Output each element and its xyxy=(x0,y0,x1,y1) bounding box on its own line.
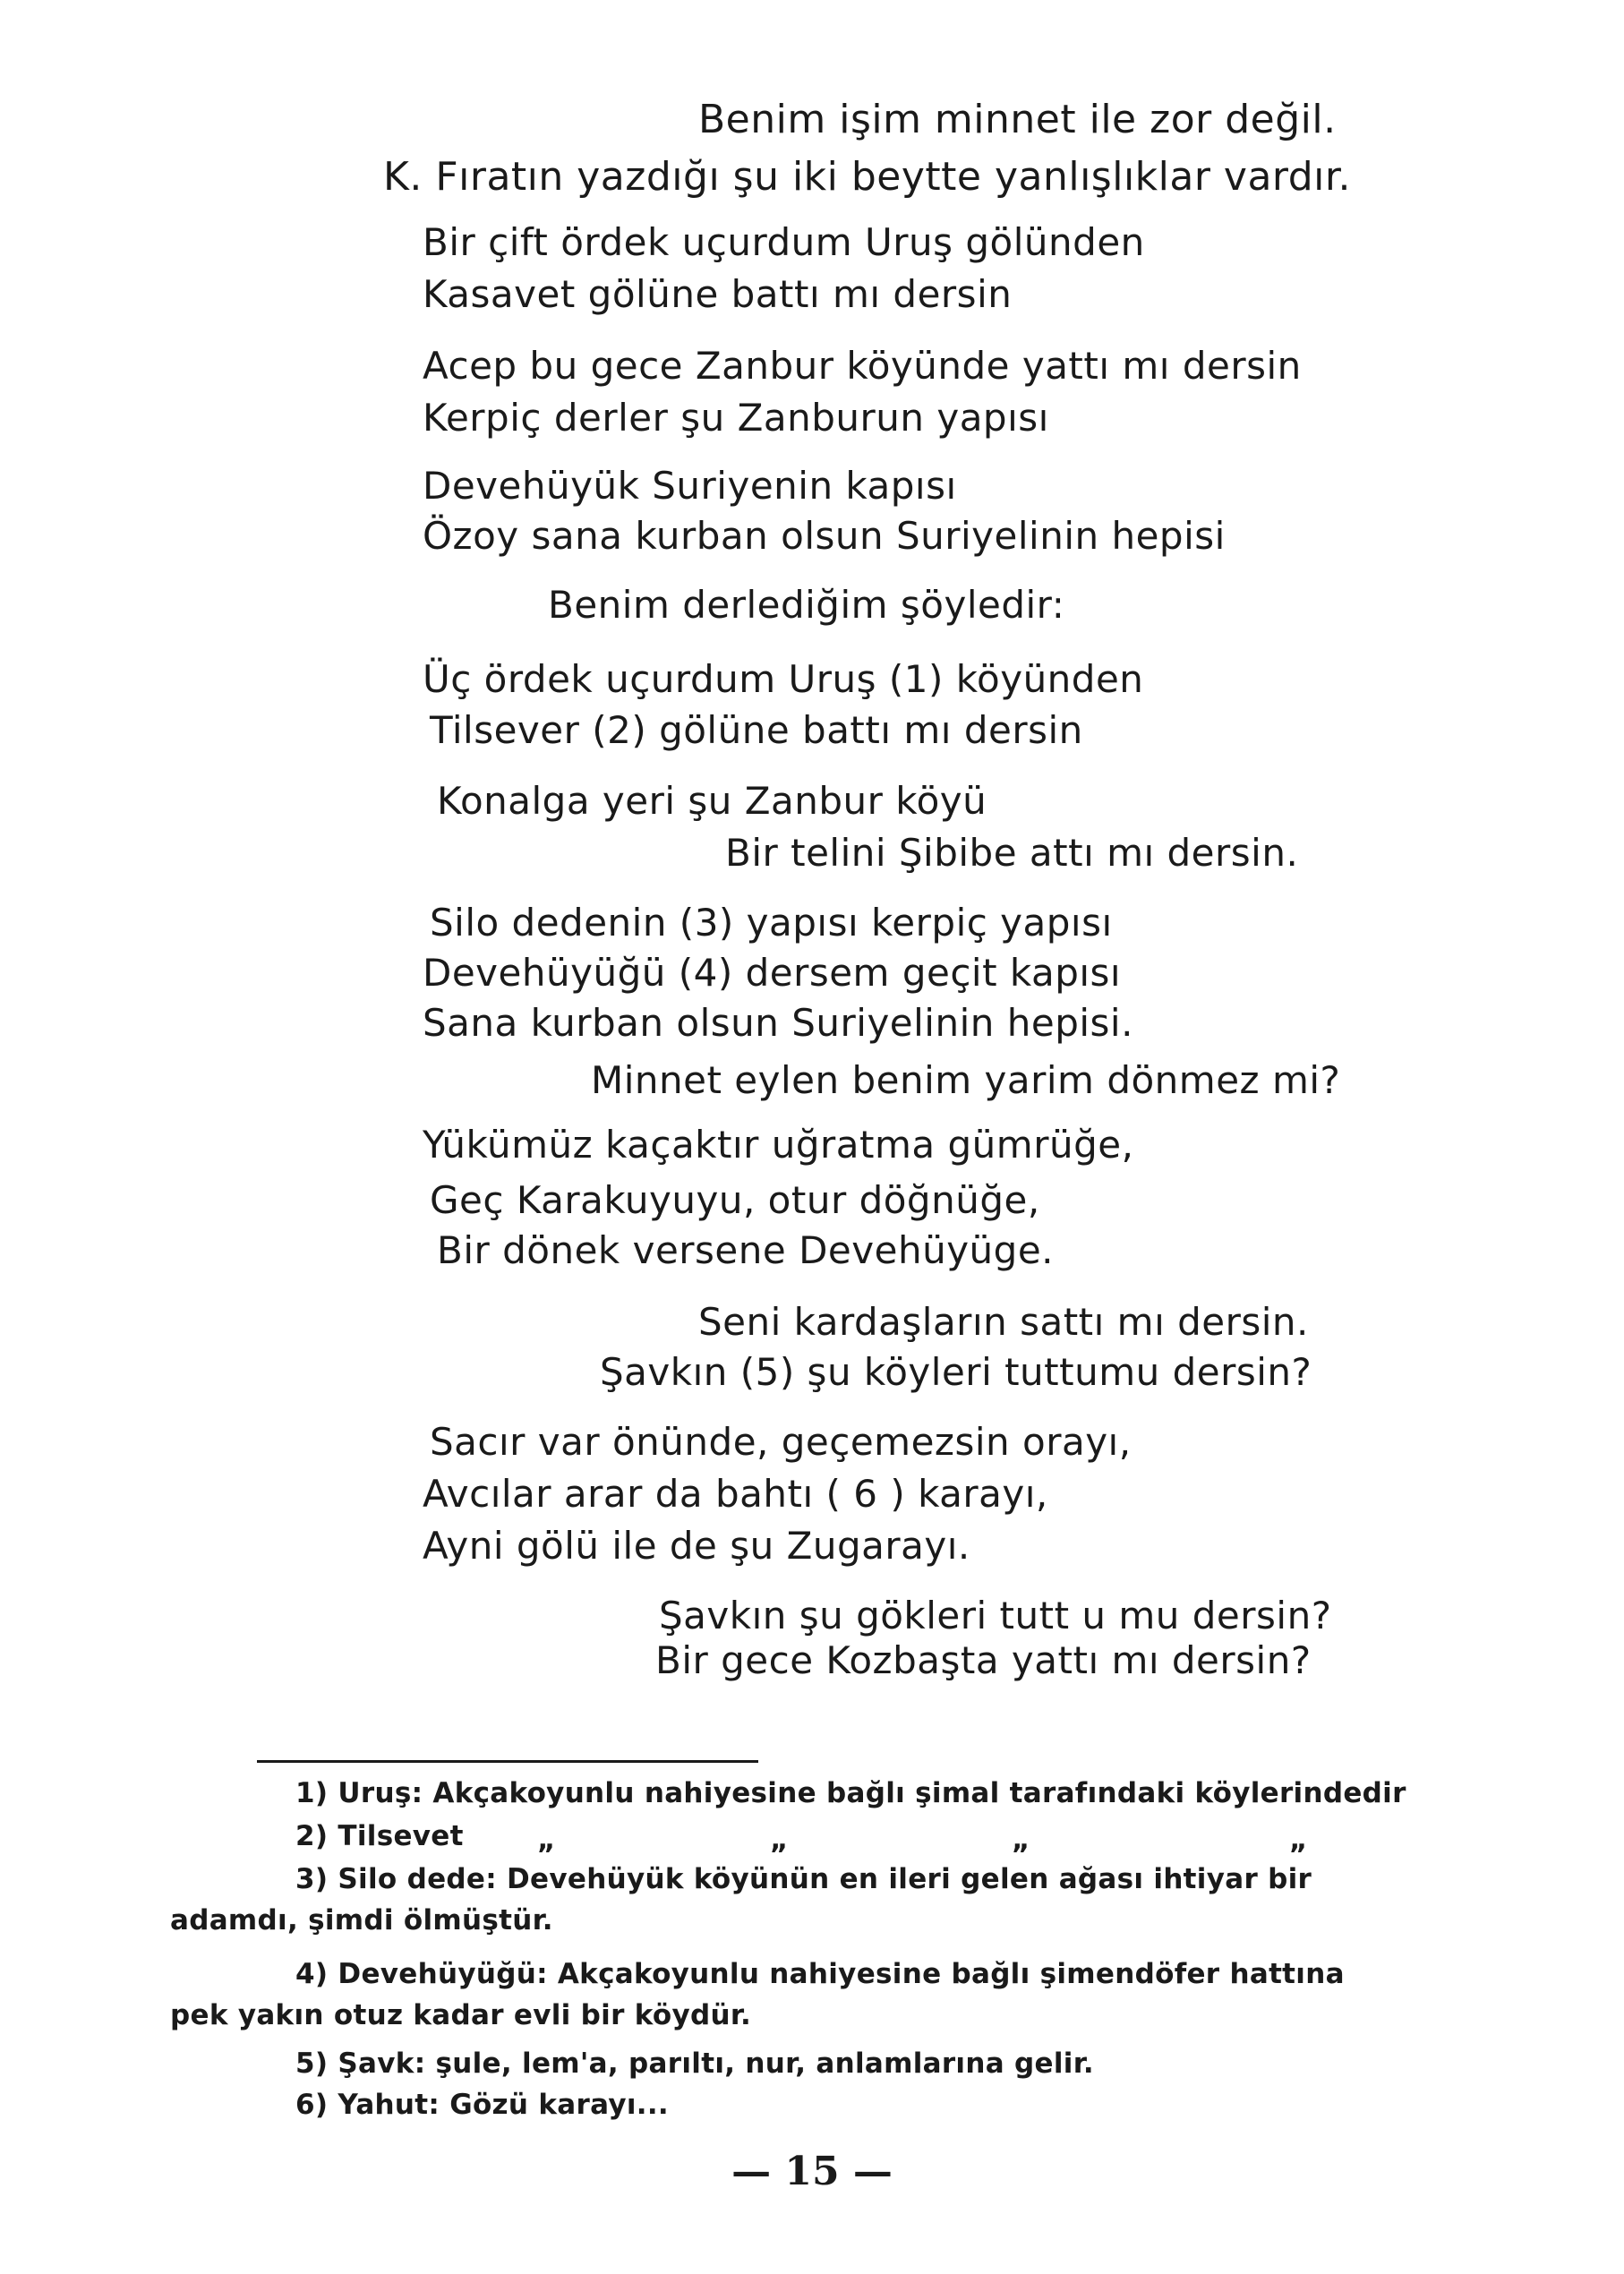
verse-line: Ayni gölü ile de şu Zugarayı. xyxy=(423,1524,970,1568)
intro-line-1: Benim işim minnet ile zor değil. xyxy=(698,97,1337,142)
ditto-mark: „ xyxy=(1289,1824,1308,1856)
verse-line: Bir çift ördek uçurdum Uruş gölünden xyxy=(423,220,1145,264)
footnote-divider xyxy=(257,1760,758,1763)
verse-line: Kasavet gölüne battı mı dersin xyxy=(423,272,1013,316)
verse-line: Geç Karakuyuyu, otur döğnüğe, xyxy=(430,1178,1040,1222)
verse-line: Yükümüz kaçaktır uğratma gümrüğe, xyxy=(423,1123,1134,1167)
verse-line: Acep bu gece Zanbur köyünde yattı mı dersin xyxy=(423,344,1302,388)
verse-line: Seni kardaşların sattı mı dersin. xyxy=(698,1300,1309,1344)
verse-line: Devehüyüğü (4) dersem geçit kapısı xyxy=(423,951,1122,995)
verse-line: Bir dönek versene Devehüyüge. xyxy=(437,1228,1055,1272)
footnote-3: 3) Silo dede: Devehüyük köyünün en ileri gelen ağası ihtiyar bir xyxy=(295,1863,1312,1895)
verse-line: Silo dedenin (3) yapısı kerpiç yapısı xyxy=(430,901,1113,945)
footnote-4: 4) Devehüyüğü: Akçakoyunlu nahiyesine bağlı şimendöfer hattına xyxy=(295,1958,1345,1990)
verse-line: Sacır var önünde, geçemezsin orayı, xyxy=(430,1420,1132,1464)
footnote-3-cont: adamdı, şimdi ölmüştür. xyxy=(170,1904,553,1936)
footnote-1: 1) Uruş: Akçakoyunlu nahiyesine bağlı şimal tarafındaki köylerindedir xyxy=(295,1777,1406,1809)
verse-line: Konalga yeri şu Zanbur köyü xyxy=(437,779,987,823)
footnote-5: 5) Şavk: şule, lem'a, parıltı, nur, anlamlarına gelir. xyxy=(295,2047,1094,2080)
verse-line: Şavkın (5) şu köyleri tuttumu dersin? xyxy=(600,1350,1312,1394)
verse-line: Kerpiç derler şu Zanburun yapısı xyxy=(423,396,1049,440)
verse-line: Üç ördek uçurdum Uruş (1) köyünden xyxy=(423,657,1144,701)
verse-line: Bir telini Şibibe attı mı dersin. xyxy=(725,831,1299,875)
ditto-mark: „ xyxy=(1012,1824,1030,1856)
intro-line-2: K. Fıratın yazdığı şu iki beytte yanlışlıklar vardır. xyxy=(383,154,1351,200)
verse-line: Avcılar arar da bahtı ( 6 ) karayı, xyxy=(423,1472,1048,1516)
verse-line: Minnet eylen benim yarim dönmez mi? xyxy=(591,1058,1341,1102)
verse-line: Sana kurban olsun Suriyelinin hepisi. xyxy=(423,1001,1133,1045)
verse-line: Tilsever (2) gölüne battı mı dersin xyxy=(430,708,1083,752)
footnote-6: 6) Yahut: Gözü karayı... xyxy=(295,2089,669,2121)
collected-intro: Benim derlediğim şöyledir: xyxy=(548,583,1065,627)
footnote-2: 2) Tilsevet xyxy=(295,1820,464,1852)
footnote-4-cont: pek yakın otuz kadar evli bir köydür. xyxy=(170,1999,752,2031)
verse-line: Özoy sana kurban olsun Suriyelinin hepisi xyxy=(423,514,1226,558)
ditto-mark: „ xyxy=(537,1824,556,1856)
page-number: — 15 — xyxy=(731,2149,893,2194)
verse-line: Bir gece Kozbaşta yattı mı dersin? xyxy=(655,1638,1312,1682)
verse-line: Şavkın şu gökleri tutt u mu dersin? xyxy=(659,1594,1332,1637)
verse-line: Devehüyük Suriyenin kapısı xyxy=(423,464,957,508)
ditto-mark: „ xyxy=(770,1824,789,1856)
